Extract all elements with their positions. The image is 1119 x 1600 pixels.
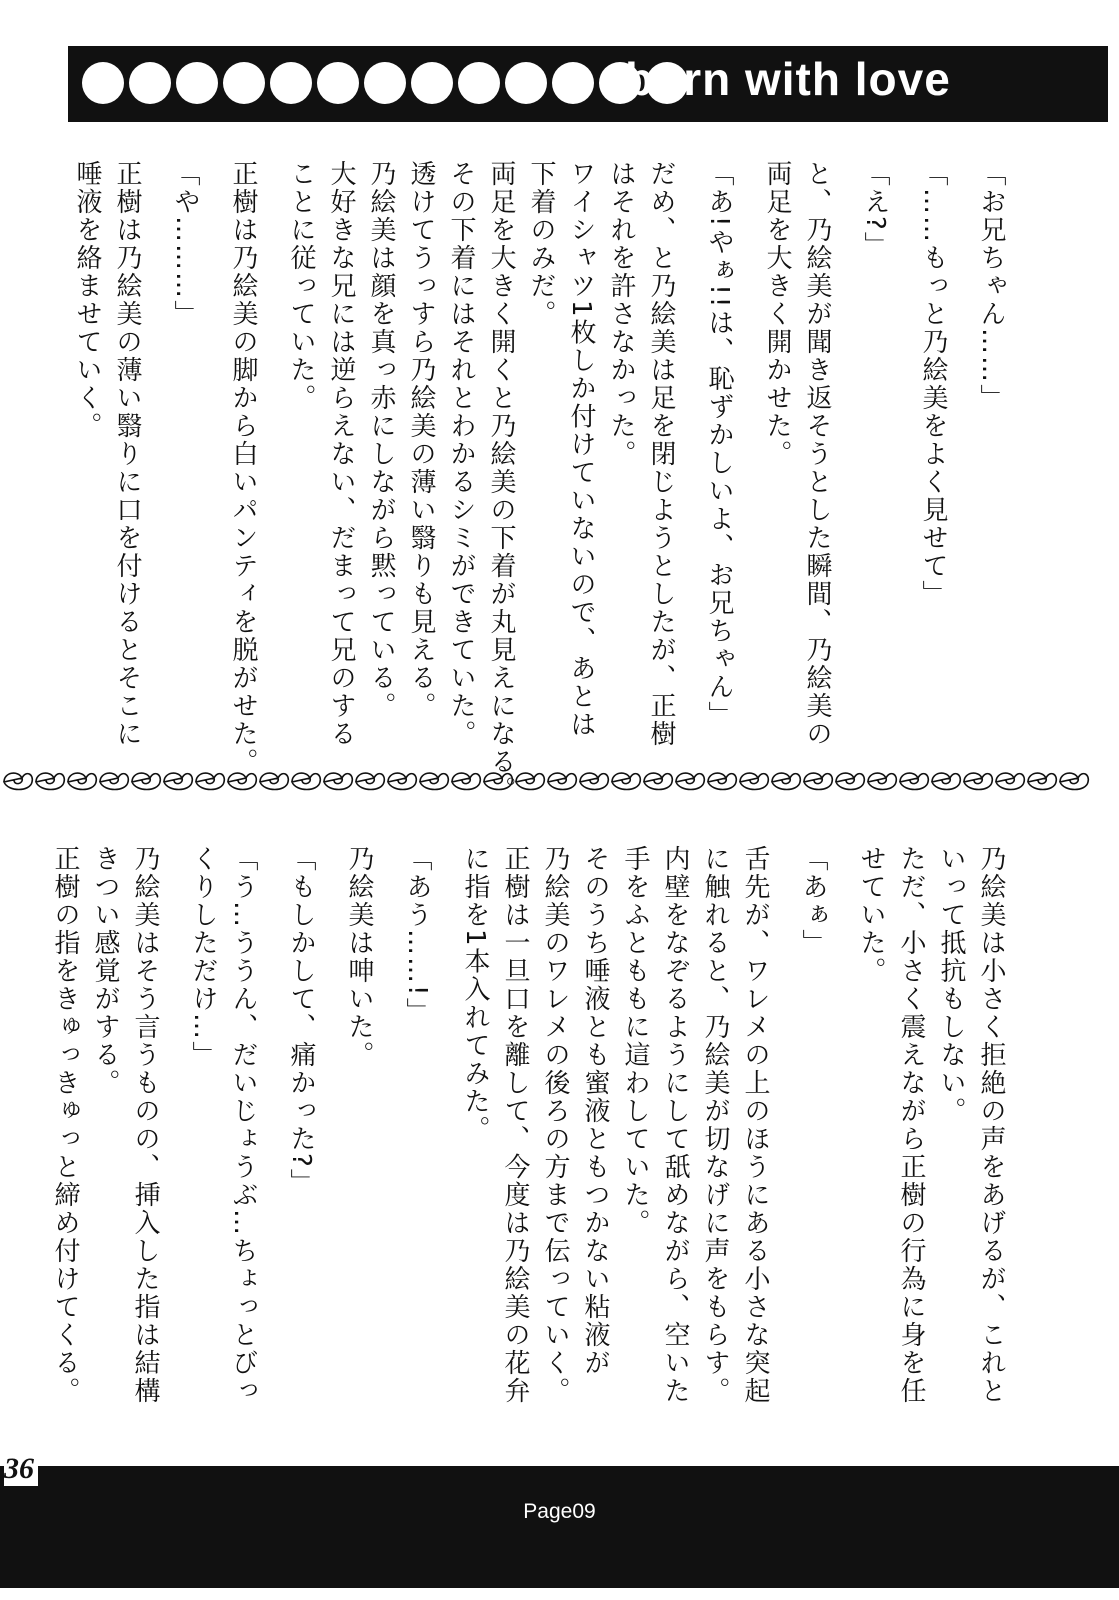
text-column: そのうち唾液とも蜜液ともつかない粘液が — [580, 845, 610, 1377]
text-column: いって抵抗もしない。 — [936, 845, 966, 1125]
text-column: だめ、と乃絵美は足を閉じようとしたが、正樹 — [646, 160, 676, 748]
text-column: 正樹は乃絵美の薄い翳りに口を付けるとそこに — [112, 160, 142, 748]
page-label: Page09 — [523, 1500, 596, 1523]
divider-loop — [964, 773, 992, 789]
divider-loop — [324, 773, 352, 789]
text-column: その下着にはそれとわかるシミができていた。 — [446, 160, 476, 748]
text-column: 透けてうっすら乃絵美の薄い翳りも見える。 — [406, 160, 436, 720]
divider-loop — [356, 773, 384, 789]
divider-loop — [292, 773, 320, 789]
text-column: 「お兄ちゃん……」 — [976, 160, 1006, 412]
header-dot — [129, 62, 171, 104]
divider-loop — [932, 773, 960, 789]
text-column: と、乃絵美が聞き返そうとした瞬間、乃絵美の — [802, 160, 832, 748]
divider-loop — [580, 773, 608, 789]
divider-loop — [36, 773, 64, 789]
divider-loop — [676, 773, 704, 789]
divider-loop — [196, 773, 224, 789]
text-column: 「あう……!」 — [402, 845, 432, 1026]
divider-loop — [4, 773, 32, 789]
header-dot — [505, 62, 547, 104]
story-text-top — [67, 160, 1011, 804]
text-column: 手をふとももに這わしていた。 — [620, 845, 650, 1237]
text-column: きつい感覚がする。 — [90, 845, 120, 1097]
divider-loop — [804, 773, 832, 789]
text-column: 正樹は一旦口を離して、今度は乃絵美の花弁 — [500, 845, 530, 1405]
text-column: 唾液を絡ませていく。 — [72, 160, 102, 440]
header-dot — [411, 62, 453, 104]
text-column: ワイシャツ1枚しか付けていないので、あとは — [566, 160, 596, 739]
text-column: 正樹の指をきゅっきゅっと締め付けてくる。 — [50, 845, 80, 1405]
divider-loop — [100, 773, 128, 789]
text-column: に指を1本入れてみた。 — [460, 845, 490, 1144]
header-dot — [552, 62, 594, 104]
text-column: 「あ!やぁ!!は、恥ずかしいよ、お兄ちゃん」 — [704, 160, 734, 730]
text-column: 大好きな兄には逆らえない、だまって兄のする — [326, 160, 356, 748]
divider-loop — [132, 773, 160, 789]
page-title: burn with love — [625, 53, 951, 105]
divider-loop — [484, 773, 512, 789]
text-column: 舌先が、ワレメの上のほうにある小さな突起 — [740, 845, 770, 1405]
text-column: 乃絵美は呻いた。 — [344, 845, 374, 1069]
text-column: 「え?」 — [860, 160, 890, 260]
header-dot — [82, 62, 124, 104]
text-column: に触れると、乃絵美が切なげに声をもらす。 — [700, 845, 730, 1405]
text-column: ただ、小さく震えながら正樹の行為に身を任 — [896, 845, 926, 1405]
divider-loop — [260, 773, 288, 789]
text-column: 正樹は乃絵美の脚から白いパンティを脱がせた。 — [228, 160, 258, 776]
header-dot — [223, 62, 265, 104]
text-column: 乃絵美のワレメの後ろの方まで伝っていく。 — [540, 845, 570, 1405]
header-dot — [176, 62, 218, 104]
divider-loop — [420, 773, 448, 789]
divider-loop — [1028, 773, 1056, 789]
header-dot — [364, 62, 406, 104]
divider-loop — [452, 773, 480, 789]
header-dot — [317, 62, 359, 104]
divider-loop — [708, 773, 736, 789]
header-dot — [458, 62, 500, 104]
header-dot — [270, 62, 312, 104]
text-column: 内壁をなぞるようにして舐めながら、空いた — [660, 845, 690, 1405]
text-column: 「もしかして、痛かった?」 — [286, 845, 316, 1197]
text-column: はそれを許さなかった。 — [606, 160, 636, 468]
divider-loop — [996, 773, 1024, 789]
story-text-bottom — [45, 845, 1011, 1405]
text-column: 乃絵美は小さく拒絶の声をあげるが、これと — [976, 845, 1006, 1405]
footer-band — [0, 1466, 1119, 1588]
text-column: 両足を大きく開くと乃絵美の下着が丸見えになる。 — [486, 160, 516, 804]
text-column: 「や………」 — [170, 160, 200, 328]
divider-loop — [644, 773, 672, 789]
divider-loop — [228, 773, 256, 789]
divider-loop — [388, 773, 416, 789]
text-column: くりしただけ…」 — [188, 845, 218, 1069]
text-column: 「う…ううん、だいじょうぶ…ちょっとびっ — [228, 845, 258, 1405]
text-column: 「あぁ」 — [798, 845, 828, 957]
divider-loop — [164, 773, 192, 789]
page-number: 36 — [4, 1452, 38, 1486]
text-column: 両足を大きく開かせた。 — [762, 160, 792, 468]
text-column: せていた。 — [856, 845, 886, 985]
text-column: 乃絵美はそう言うものの、挿入した指は結構 — [130, 845, 160, 1405]
divider-loop — [868, 773, 896, 789]
divider-loop — [1060, 773, 1088, 789]
text-column: ことに従っていた。 — [286, 160, 316, 412]
text-column: 下着のみだ。 — [526, 160, 556, 328]
text-column: 「……もっと乃絵美をよく見せて」 — [918, 160, 948, 608]
divider-loop — [516, 773, 544, 789]
ornamental-divider — [0, 766, 1119, 798]
divider-loop — [836, 773, 864, 789]
divider-loop — [772, 773, 800, 789]
text-column: 乃絵美は顔を真っ赤にしながら黙っている。 — [366, 160, 396, 720]
divider-loop — [548, 773, 576, 789]
divider-loop — [900, 773, 928, 789]
divider-loop — [740, 773, 768, 789]
divider-loop — [68, 773, 96, 789]
header-dots — [82, 58, 688, 108]
divider-loop — [612, 773, 640, 789]
